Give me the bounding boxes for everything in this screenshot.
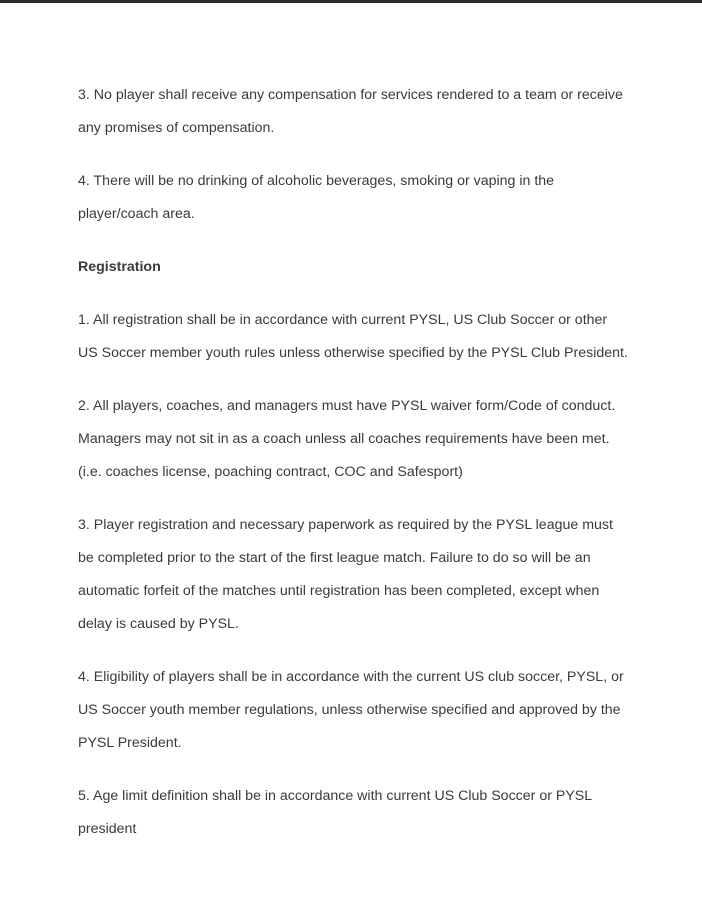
registration-rule-5-paragraph bbox=[78, 780, 638, 846]
text-line: any promises of compensation. bbox=[78, 120, 275, 136]
text-line: US Soccer member youth rules unless otherwise specified by the PYSL Club President. bbox=[78, 345, 628, 361]
registration-rule-3-paragraph bbox=[78, 509, 638, 641]
top-border-bar bbox=[0, 0, 702, 3]
text-line: 3. No player shall receive any compensation for services rendered to a team or receive bbox=[78, 87, 623, 103]
text-line: 3. Player registration and necessary paperwork as required by the PYSL league must bbox=[78, 517, 613, 533]
text-line: be completed prior to the start of the first league match. Failure to do so will be an bbox=[78, 550, 591, 566]
rule-3-compensation-paragraph bbox=[78, 79, 638, 145]
registration-rule-1-paragraph bbox=[78, 304, 638, 370]
rule-4-alcohol-paragraph bbox=[78, 165, 638, 231]
text-line: (i.e. coaches license, poaching contract, COC and Safesport) bbox=[78, 464, 463, 480]
text-line: 4. There will be no drinking of alcoholic beverages, smoking or vaping in the bbox=[78, 173, 555, 189]
text-line: US Soccer youth member regulations, unless otherwise specified and approved by the bbox=[78, 702, 621, 718]
text-line: 1. All registration shall be in accordance with current PYSL, US Club Soccer or other bbox=[78, 312, 608, 328]
text-line: player/coach area. bbox=[78, 206, 195, 222]
text-line: delay is caused by PYSL. bbox=[78, 616, 239, 632]
text-line: automatic forfeit of the matches until registration has been completed, except when bbox=[78, 583, 600, 599]
text-line: president bbox=[78, 821, 137, 837]
section-heading-registration: Registration bbox=[78, 259, 161, 275]
text-line: 4. Eligibility of players shall be in accordance with the current US club soccer, PYSL, or bbox=[78, 669, 624, 685]
text-line: 5. Age limit definition shall be in accordance with current US Club Soccer or PYSL bbox=[78, 788, 593, 804]
registration-rule-2-paragraph bbox=[78, 390, 638, 489]
text-line: 2. All players, coaches, and managers must have PYSL waiver form/Code of conduct. bbox=[78, 398, 616, 414]
text-line: Managers may not sit in as a coach unless all coaches requirements have been met. bbox=[78, 431, 610, 447]
text-line: PYSL President. bbox=[78, 735, 182, 751]
registration-rule-4-paragraph bbox=[78, 661, 638, 760]
document-body bbox=[78, 79, 638, 866]
